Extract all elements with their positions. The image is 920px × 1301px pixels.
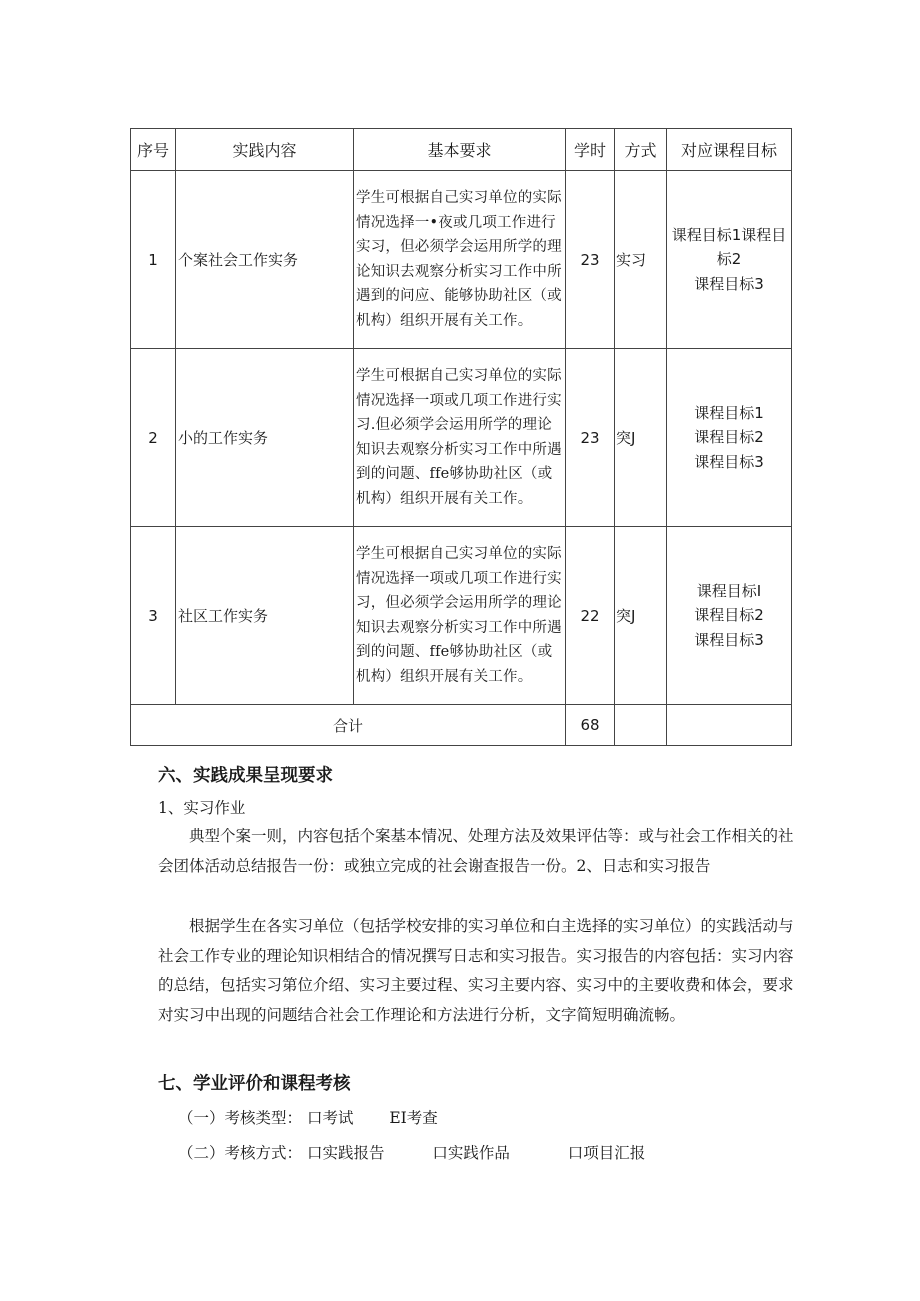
row-targets [667, 527, 792, 705]
section-7-title: 七、学业评价和课程考核 [158, 1074, 351, 1094]
option-review[interactable]: EI考查 [389, 1109, 438, 1127]
row-content: 小的工作实务 [176, 349, 354, 527]
table-total-row [131, 705, 792, 746]
target-line: 课程目标3 [694, 630, 764, 649]
target-line: 课程目标3 [694, 274, 764, 293]
target-line: 课程目标2 [694, 606, 764, 625]
section-6-paragraph-2: 根据学生在各实习单位（包括学校安排的实习单位和白主选择的实习单位）的实践活动与社会工作专业的理论知识相结合的情况撰写日志和实习报告。实习报告的内容包括：实习内容的总结，包括实习第位介绍、实习主要过程、实习主要内容、实习中的主要收费和体会，要求对实习中出现的问题结合社会工作理论和方法进行分析，文字简短明确流畅。 [158, 917, 794, 1024]
row-hours: 23 [566, 171, 615, 349]
row-requirement: 学生可根据自己实习单位的实际情况选择一项或几项工作进行实习，但必须学会运用所学的理论知识去观察分析实习工作中所遇到的问题、ffe够协助社区（或机构）组织开展有关工作。 [354, 527, 566, 705]
header-target: 对应课程目标 [667, 129, 792, 171]
total-label: 合计 [131, 705, 566, 746]
row-requirement: 学生可根据自己实习单位的实际情况选择一项或几项工作进行实习.但必须学会运用所学的理论知识去观察分析实习工作中所遇到的问题、ffe够协助社区（或机构）组织开展有关工作。 [354, 349, 566, 527]
target-line: 课程目标2 [694, 428, 764, 447]
section-6-paragraph-1: 典型个案一则，内容包括个案基本情况、处理方法及效果评估等：或与社会工作相关的社会团体活动总结报告一份：或独立完成的社会谢查报告一份。2、日志和实习报告 [158, 827, 794, 875]
row-mode: 实习 [615, 171, 667, 349]
row-hours: 22 [566, 527, 615, 705]
header-content: 实践内容 [176, 129, 354, 171]
row-content: 个案社会工作实务 [176, 171, 354, 349]
assessment-type-line [178, 1104, 438, 1134]
table-row [131, 527, 792, 705]
header-mode: 方式 [615, 129, 667, 171]
row-requirement: 学生可根据自己实习单位的实际情况选择一•夜或几项工作进行实习，但必须学会运用所学的理论知识去观察分析实习工作中所遇到的问应、能够协助社区（或机构）组织开展有关工作。 [354, 171, 566, 349]
option-practice-work[interactable]: 口实践作品 [432, 1144, 510, 1162]
option-practice-report[interactable]: 口实践报告 [306, 1144, 385, 1162]
row-num: 2 [131, 349, 176, 527]
table-header-row [131, 129, 792, 171]
section-6-title: 六、实践成果呈现要求 [158, 766, 333, 786]
total-hours: 68 [566, 705, 615, 746]
assessment-type-label: （一）考核类型： [178, 1109, 303, 1127]
row-targets [667, 349, 792, 527]
total-mode-empty [615, 705, 667, 746]
assessment-method-label: （二）考核方式： [178, 1144, 303, 1162]
option-project-report[interactable]: 口项目汇报 [567, 1144, 646, 1162]
table-row [131, 349, 792, 527]
option-exam[interactable]: 口考试 [306, 1109, 354, 1127]
table-row [131, 171, 792, 349]
target-line: 课程目标I [696, 581, 762, 600]
target-line: 课程目标1 [694, 403, 764, 422]
row-num: 3 [131, 527, 176, 705]
row-mode: 突J [615, 527, 667, 705]
row-num: 1 [131, 171, 176, 349]
header-hours: 学时 [566, 129, 615, 171]
target-line: 课程目标3 [694, 452, 764, 471]
row-mode: 突J [615, 349, 667, 527]
section-6-item-1: 1、实习作业 [158, 799, 246, 817]
practice-table [130, 128, 792, 746]
target-line: 课程目标1课程目 [671, 225, 787, 244]
row-targets [667, 171, 792, 349]
total-target-empty [667, 705, 792, 746]
target-line: 标2 [716, 250, 742, 269]
row-hours: 23 [566, 349, 615, 527]
header-requirement: 基本要求 [354, 129, 566, 171]
row-content: 社区工作实务 [176, 527, 354, 705]
header-num: 序号 [131, 129, 176, 171]
assessment-method-line [178, 1139, 645, 1169]
